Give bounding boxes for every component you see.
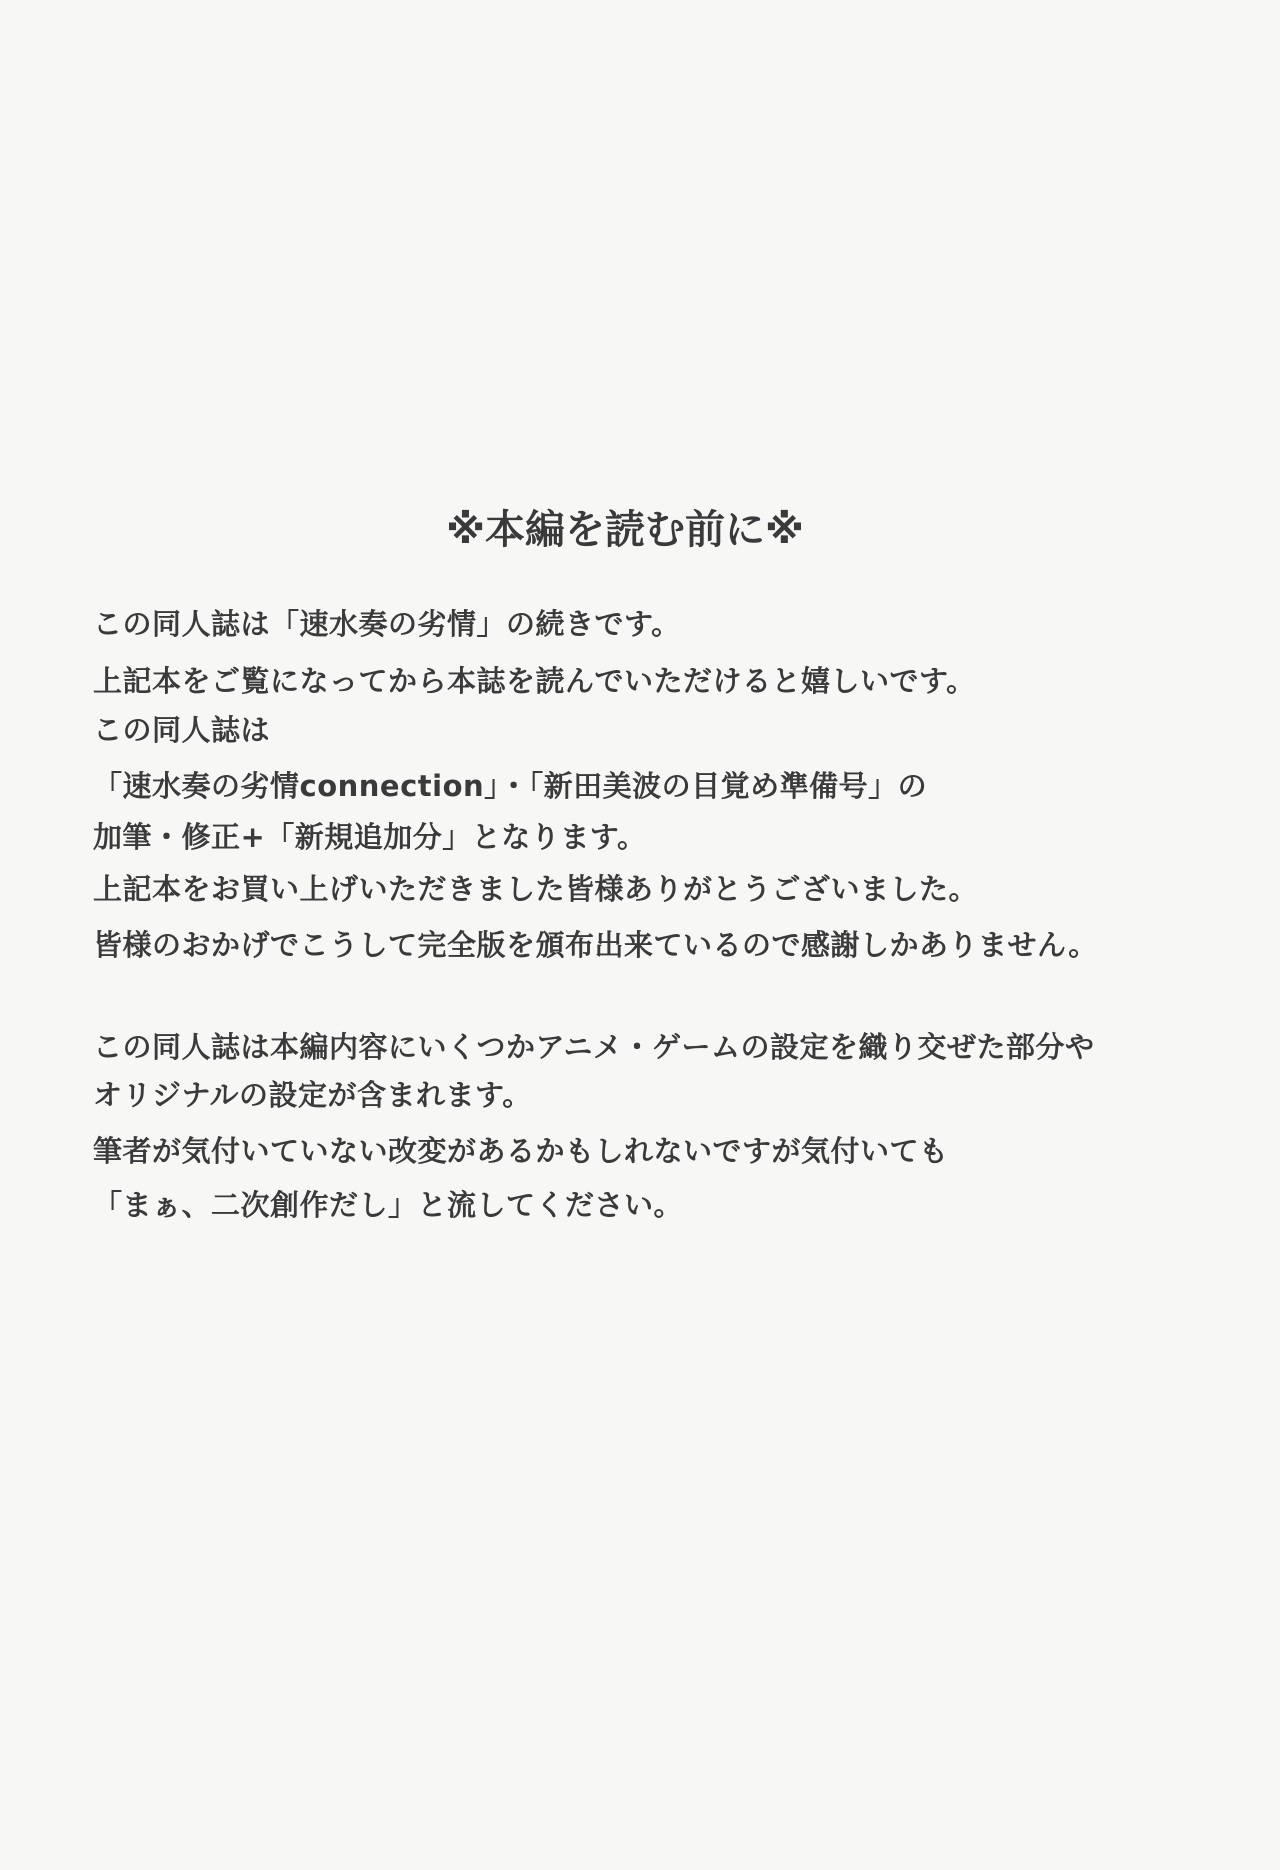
body-line: 上記本をお買い上げいただきました皆様ありがとうございました。 bbox=[93, 872, 979, 906]
body-line: この同人誌は「速水奏の劣情」の続きです。 bbox=[93, 607, 681, 641]
body-line: 「速水奏の劣情connection」・「新田美波の目覚め準備号」の bbox=[93, 769, 928, 803]
body-line: 「まぁ、二次創作だし」と流してください。 bbox=[93, 1188, 684, 1222]
page-title: ※本編を読む前に※ bbox=[446, 507, 804, 553]
body-line: 上記本をご覧になってから本誌を読んでいただけると嬉しいです。 bbox=[93, 664, 976, 698]
body-line: この同人誌は bbox=[93, 713, 271, 747]
body-line: この同人誌は本編内容にいくつかアニメ・ゲームの設定を織り交ぜた部分や bbox=[93, 1030, 1095, 1064]
body-line: 皆様のおかげでこうして完全版を頒布出来ているので感謝しかありません。 bbox=[93, 928, 1098, 962]
body-line: 加筆・修正+「新規追加分」となります。 bbox=[93, 820, 647, 854]
body-line: 筆者が気付いていない改変があるかもしれないですが気付いても bbox=[93, 1134, 949, 1168]
body-line: オリジナルの設定が含まれます。 bbox=[93, 1078, 532, 1112]
